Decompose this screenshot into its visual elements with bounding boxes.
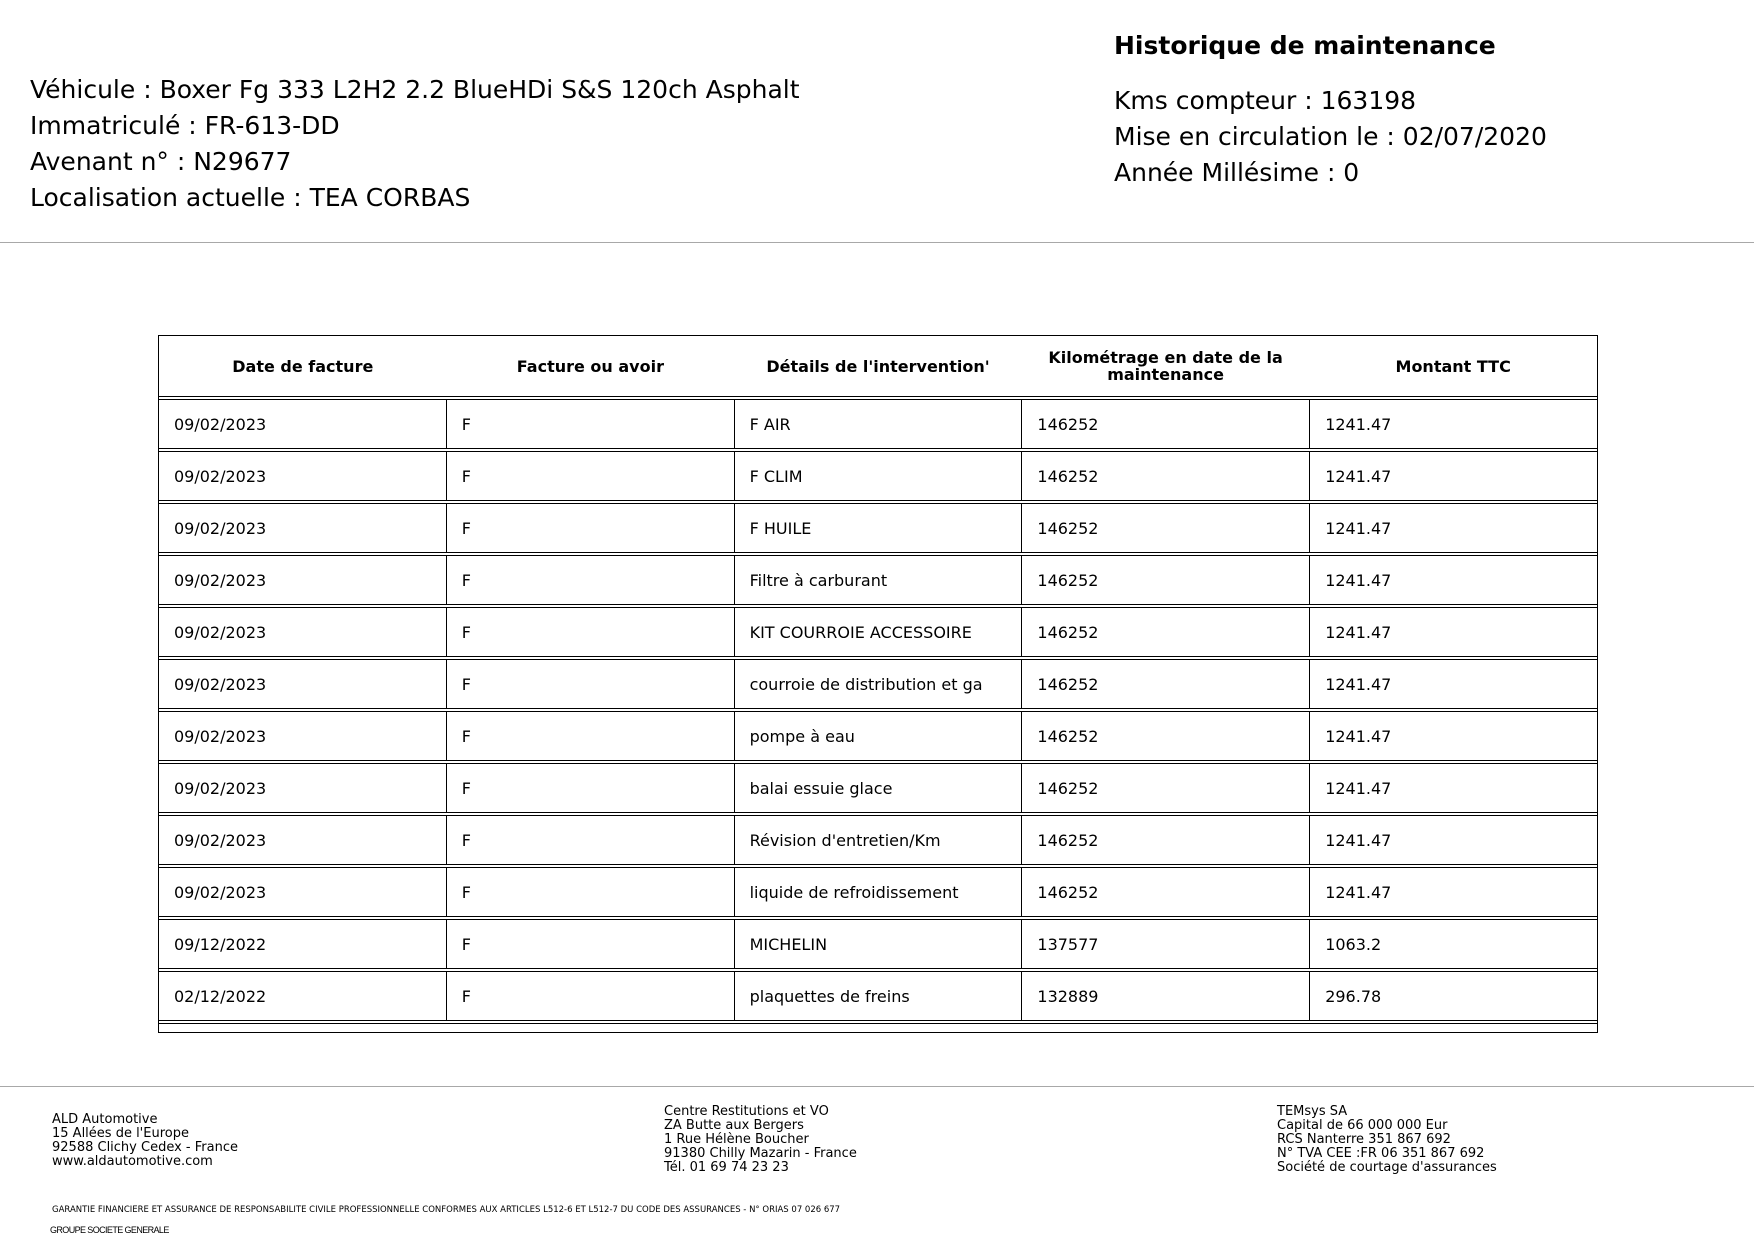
table-body: [159, 400, 1597, 1024]
footer-line: TEMsys SA: [1277, 1104, 1348, 1119]
cell-details: courroie de distribution et ga: [735, 660, 1023, 708]
header-invoice-date: Date de facture: [232, 356, 374, 376]
vehicle-plate: Immatriculé : FR-613-DD: [30, 111, 340, 140]
cell-mileage: 146252: [1022, 452, 1310, 500]
cell-invoice-type: F: [447, 452, 735, 500]
table-row: [159, 608, 1597, 660]
cell-amount: 1241.47: [1325, 674, 1392, 694]
vehicle-location: Localisation actuelle : TEA CORBAS: [30, 183, 471, 212]
cell-amount: 1241.47: [1325, 726, 1392, 746]
cell-invoice-date: 09/02/2023: [159, 868, 447, 916]
cell-details: pompe à eau: [735, 712, 1023, 760]
footer-line: N° TVA CEE :FR 06 351 867 692: [1277, 1146, 1485, 1161]
footer-line: Tél. 01 69 74 23 23: [664, 1160, 789, 1175]
cell-details: balai essuie glace: [735, 764, 1023, 812]
cell-invoice-date: 09/02/2023: [159, 608, 447, 656]
cell-invoice-date: 02/12/2022: [159, 972, 447, 1020]
cell-details: KIT COURROIE ACCESSOIRE: [735, 608, 1023, 656]
footer-line: 91380 Chilly Mazarin - France: [664, 1146, 857, 1161]
cell-invoice-date: 09/02/2023: [159, 816, 447, 864]
cell-invoice-date: 09/02/2023: [159, 660, 447, 708]
cell-invoice-type: F: [447, 400, 735, 448]
cell-amount: 1241.47: [1325, 570, 1392, 590]
cell-amount: 1241.47: [1325, 778, 1392, 798]
vehicle-amendment: Avenant n° : N29677: [30, 147, 292, 176]
footer-line: 15 Allées de l'Europe: [52, 1126, 189, 1141]
vehicle-model: Véhicule : Boxer Fg 333 L2H2 2.2 BlueHDi S&S 120ch Asphalt: [30, 75, 800, 104]
table-row: [159, 764, 1597, 816]
cell-details: Filtre à carburant: [735, 556, 1023, 604]
cell-mileage: 146252: [1022, 608, 1310, 656]
cell-invoice-type: F: [447, 764, 735, 812]
cell-amount: 1241.47: [1325, 882, 1392, 902]
cell-amount: 296.78: [1325, 986, 1382, 1006]
footer-company-address: [52, 1113, 238, 1169]
divider-bottom: [0, 1086, 1754, 1087]
cell-invoice-date: 09/12/2022: [159, 920, 447, 968]
cell-amount: 1063.2: [1325, 934, 1382, 954]
cell-mileage: 146252: [1022, 868, 1310, 916]
maintenance-summary: [1114, 28, 1547, 191]
divider-top: [0, 242, 1754, 243]
cell-mileage: 146252: [1022, 764, 1310, 812]
table-row: [159, 868, 1597, 920]
cell-mileage: 146252: [1022, 556, 1310, 604]
footer-legal-entity: [1277, 1105, 1497, 1175]
footer-line: www.aldautomotive.com: [52, 1154, 213, 1169]
footer-line: ALD Automotive: [52, 1112, 158, 1127]
cell-details: plaquettes de freins: [735, 972, 1023, 1020]
cell-invoice-date: 09/02/2023: [159, 452, 447, 500]
cell-mileage: 146252: [1022, 660, 1310, 708]
table-row: [159, 504, 1597, 556]
cell-details: MICHELIN: [735, 920, 1023, 968]
cell-invoice-date: 09/02/2023: [159, 504, 447, 552]
footer-return-center: [664, 1105, 857, 1175]
registration-date: Mise en circulation le : 02/07/2020: [1114, 122, 1547, 151]
footer-line: ZA Butte aux Bergers: [664, 1118, 804, 1133]
footer-line: 92588 Clichy Cedex - France: [52, 1140, 238, 1155]
cell-invoice-date: 09/02/2023: [159, 400, 447, 448]
cell-mileage: 132889: [1022, 972, 1310, 1020]
footer-line: Centre Restitutions et VO: [664, 1104, 829, 1119]
table-row: [159, 400, 1597, 452]
group-mention: GROUPE SOCIETE GENERALE: [50, 1225, 169, 1235]
cell-details: F AIR: [735, 400, 1023, 448]
footer-line: 1 Rue Hélène Boucher: [664, 1132, 809, 1147]
cell-details: liquide de refroidissement: [735, 868, 1023, 916]
cell-invoice-type: F: [447, 556, 735, 604]
table-row: [159, 816, 1597, 868]
cell-details: F CLIM: [735, 452, 1023, 500]
cell-invoice-date: 09/02/2023: [159, 764, 447, 812]
header-mileage: Kilométrage en date de la maintenance: [1048, 348, 1283, 384]
odometer-value: Kms compteur : 163198: [1114, 86, 1417, 115]
table-row: [159, 920, 1597, 972]
table-row: [159, 712, 1597, 764]
cell-mileage: 146252: [1022, 504, 1310, 552]
cell-amount: 1241.47: [1325, 466, 1392, 486]
cell-invoice-type: F: [447, 920, 735, 968]
table-row: [159, 556, 1597, 608]
header-amount: Montant TTC: [1395, 356, 1511, 376]
footer-line: RCS Nanterre 351 867 692: [1277, 1132, 1451, 1147]
cell-mileage: 137577: [1022, 920, 1310, 968]
cell-details: Révision d'entretien/Km: [735, 816, 1023, 864]
header-invoice-type: Facture ou avoir: [516, 356, 664, 376]
cell-invoice-type: F: [447, 608, 735, 656]
cell-invoice-type: F: [447, 868, 735, 916]
table-row: [159, 452, 1597, 504]
cell-invoice-type: F: [447, 660, 735, 708]
maintenance-table: [158, 335, 1598, 1033]
cell-invoice-type: F: [447, 712, 735, 760]
cell-amount: 1241.47: [1325, 830, 1392, 850]
cell-invoice-date: 09/02/2023: [159, 556, 447, 604]
model-year: Année Millésime : 0: [1114, 158, 1360, 187]
cell-mileage: 146252: [1022, 712, 1310, 760]
cell-amount: 1241.47: [1325, 518, 1392, 538]
vehicle-info: [30, 72, 800, 216]
footer-line: Société de courtage d'assurances: [1277, 1160, 1497, 1175]
cell-invoice-type: F: [447, 504, 735, 552]
cell-mileage: 146252: [1022, 816, 1310, 864]
cell-invoice-type: F: [447, 972, 735, 1020]
header-details: Détails de l'intervention': [766, 356, 990, 376]
cell-invoice-date: 09/02/2023: [159, 712, 447, 760]
legal-notice: GARANTIE FINANCIERE ET ASSURANCE DE RESPONSABILITE CIVILE PROFESSIONNELLE CONFORMES AUX ARTICLES L512-6 ET L512-7 DU CODE DES ASSURANCES - N° ORIAS 07 026 677: [52, 1205, 841, 1215]
cell-details: F HUILE: [735, 504, 1023, 552]
footer-line: Capital de 66 000 000 Eur: [1277, 1118, 1448, 1133]
cell-invoice-type: F: [447, 816, 735, 864]
table-header: [159, 336, 1597, 400]
table-row: [159, 660, 1597, 712]
cell-mileage: 146252: [1022, 400, 1310, 448]
table-row: [159, 972, 1597, 1024]
page-title: Historique de maintenance: [1114, 31, 1496, 60]
cell-amount: 1241.47: [1325, 414, 1392, 434]
cell-amount: 1241.47: [1325, 622, 1392, 642]
